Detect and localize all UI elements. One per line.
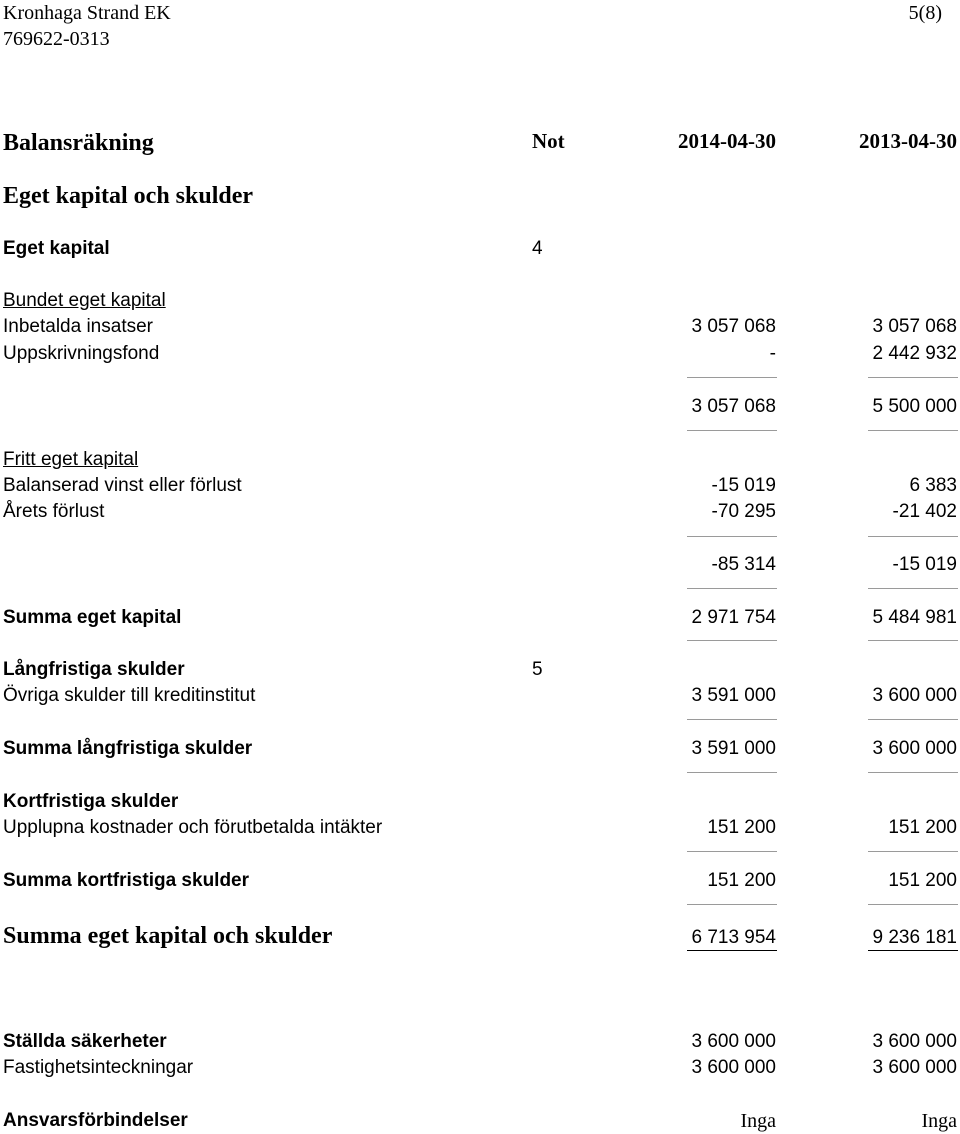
row-label: Övriga skulder till kreditinstitut	[3, 685, 256, 706]
divider	[868, 536, 958, 537]
divider	[687, 851, 777, 852]
row-label: Fastighetsinteckningar	[3, 1057, 194, 1078]
page-title: Balansräkning	[3, 130, 154, 156]
divider	[687, 536, 777, 537]
row-current: 3 600 000	[691, 1057, 776, 1078]
row-label: Summa eget kapital	[3, 607, 182, 628]
fritt-heading: Fritt eget kapital	[3, 449, 139, 470]
row-current: 2 971 754	[691, 607, 776, 628]
divider	[868, 772, 958, 773]
divider	[868, 851, 958, 852]
row-prior: 3 600 000	[872, 1031, 957, 1052]
row-prior: 5 484 981	[872, 607, 957, 628]
bundet-heading: Bundet eget kapital	[3, 290, 166, 311]
divider	[687, 430, 777, 431]
kortfristiga-heading: Kortfristiga skulder	[3, 791, 179, 812]
row-current: -70 295	[711, 501, 776, 522]
row-prior: 3 600 000	[872, 738, 957, 759]
row-prior: 2 442 932	[872, 343, 957, 364]
double-underline	[687, 950, 777, 951]
row-current: Inga	[740, 1110, 776, 1132]
eget-kapital-heading: Eget kapital	[3, 238, 110, 259]
divider	[868, 904, 958, 905]
row-label: Årets förlust	[3, 501, 105, 522]
page-number: 5(8)	[908, 2, 942, 24]
divider	[687, 904, 777, 905]
subtotal-current: 3 057 068	[691, 396, 776, 417]
row-prior: 9 236 181	[872, 927, 957, 948]
row-prior: 151 200	[888, 870, 957, 891]
divider	[687, 640, 777, 641]
subtotal-prior: -15 019	[892, 554, 957, 575]
row-current: 151 200	[707, 817, 776, 838]
row-label: Summa eget kapital och skulder	[3, 923, 333, 949]
row-label: Summa kortfristiga skulder	[3, 870, 250, 891]
section-heading: Eget kapital och skulder	[3, 183, 254, 209]
row-label: Ställda säkerheter	[3, 1031, 167, 1052]
row-label: Upplupna kostnader och förutbetalda intäkter	[3, 817, 383, 838]
row-prior: 151 200	[888, 817, 957, 838]
org-number: 769622-0313	[3, 28, 110, 50]
langfristiga-note: 5	[532, 659, 543, 680]
divider	[868, 640, 958, 641]
row-label: Summa långfristiga skulder	[3, 738, 253, 759]
row-label: Inbetalda insatser	[3, 316, 153, 337]
divider	[868, 588, 958, 589]
divider	[687, 588, 777, 589]
row-current: 3 591 000	[691, 685, 776, 706]
row-prior: -21 402	[892, 501, 957, 522]
row-label: Ansvarsförbindelser	[3, 1110, 188, 1131]
row-label: Uppskrivningsfond	[3, 343, 160, 364]
company-name: Kronhaga Strand EK	[3, 2, 171, 24]
double-underline	[868, 950, 958, 951]
row-prior: 3 057 068	[872, 316, 957, 337]
langfristiga-heading: Långfristiga skulder	[3, 659, 185, 680]
divider	[687, 772, 777, 773]
row-prior: 6 383	[909, 475, 957, 496]
note-column-header: Not	[532, 129, 565, 153]
row-prior: 3 600 000	[872, 685, 957, 706]
row-label: Balanserad vinst eller förlust	[3, 475, 242, 496]
row-current: 3 600 000	[691, 1031, 776, 1052]
subtotal-prior: 5 500 000	[872, 396, 957, 417]
row-current: 3 591 000	[691, 738, 776, 759]
row-current: 3 057 068	[691, 316, 776, 337]
divider	[868, 377, 958, 378]
divider	[687, 377, 777, 378]
row-prior: 3 600 000	[872, 1057, 957, 1078]
divider	[687, 719, 777, 720]
row-current: -	[769, 343, 776, 364]
subtotal-current: -85 314	[711, 554, 776, 575]
eget-kapital-note: 4	[532, 238, 543, 259]
row-current: 151 200	[707, 870, 776, 891]
row-current: -15 019	[711, 475, 776, 496]
period-prior-header: 2013-04-30	[859, 129, 957, 153]
divider	[868, 719, 958, 720]
period-current-header: 2014-04-30	[678, 129, 776, 153]
row-current: 6 713 954	[691, 927, 776, 948]
row-prior: Inga	[921, 1110, 957, 1132]
divider	[868, 430, 958, 431]
